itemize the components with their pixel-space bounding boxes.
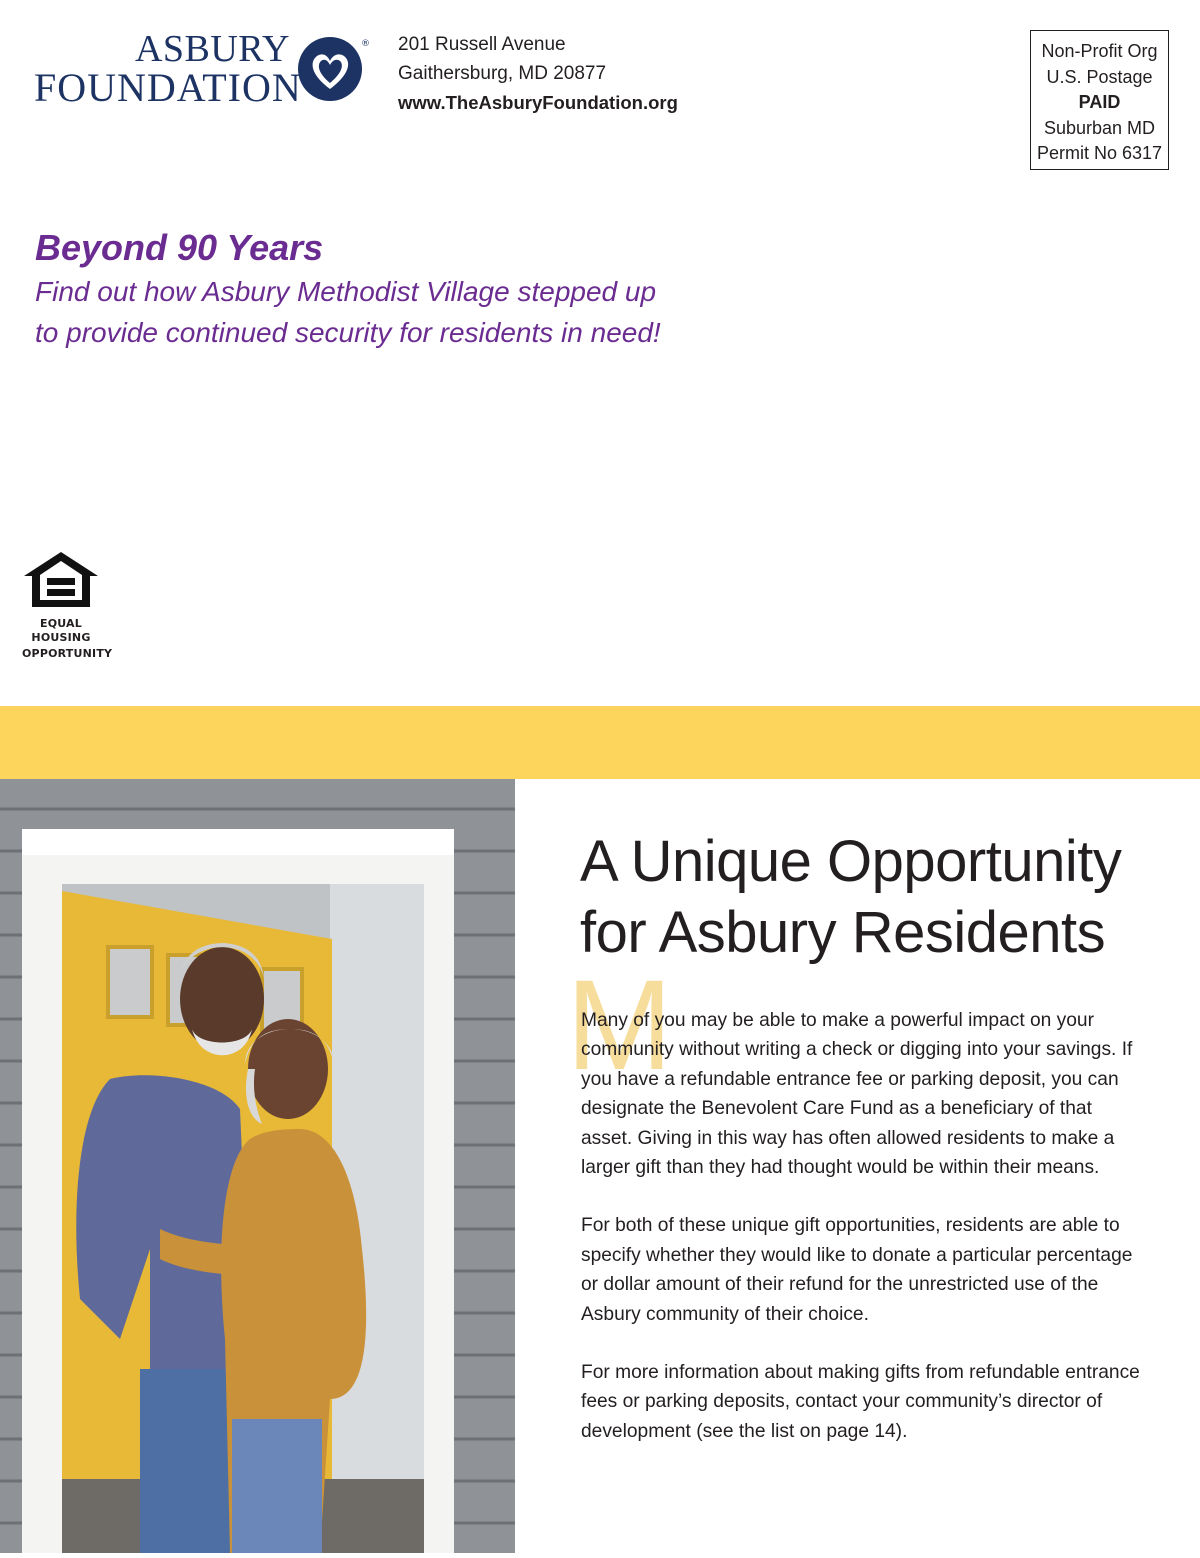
registered-mark: ® [361, 39, 370, 49]
article-paragraph-3: For more information about making gifts from refundable entrance fees or parking deposits, contact your community’s director of development (see the list on page 14). [581, 1362, 1140, 1442]
address-city: Gaithersburg, MD 20877 [398, 63, 607, 84]
address-street: 201 Russell Avenue [398, 34, 566, 55]
equal-housing-house-icon [22, 550, 100, 610]
article-title-line1: A Unique Opportunity [580, 829, 1122, 894]
permit-line-paid: PAID [1078, 92, 1121, 112]
eho-line1: EQUAL HOUSING [31, 617, 91, 644]
website-link[interactable]: www.TheAsburyFoundation.org [398, 92, 678, 113]
yellow-divider-band [0, 706, 1200, 779]
eho-line2: OPPORTUNITY [22, 647, 113, 660]
return-address [398, 30, 678, 117]
postage-permit-box [1030, 30, 1169, 170]
permit-line-number: Permit No 6317 [1036, 143, 1163, 163]
couple-doorway-photo [0, 779, 515, 1553]
teaser-subtitle-line2: to provide continued security for residents in need! [35, 317, 661, 348]
permit-line-org: Non-Profit Org [1041, 41, 1158, 61]
article-body [581, 1006, 1141, 1475]
article-title [580, 826, 1121, 968]
foundation-logo-wordmark [34, 28, 302, 110]
logo-line-foundation: FOUNDATION [34, 65, 302, 110]
teaser-headline [35, 225, 661, 353]
heart-logo-icon [297, 34, 370, 104]
permit-line-postage: U.S. Postage [1046, 66, 1153, 87]
drop-cap-letter: M [566, 954, 673, 1097]
article-paragraph-1: Many of you may be able to make a powerful impact on your community without writing a check or digging into your savings. If you have a refundable entrance fee or parking deposit, you can designate the Benevolent Care Fund as a beneficiary of that asset. Giving in this way has often allowed residents to make a larger gift than they had thought would be within their means. [581, 1010, 1133, 1179]
logo-line-asbury: ASBURY [134, 28, 290, 70]
article-title-line2: for Asbury Residents [580, 900, 1106, 965]
teaser-title: Beyond 90 Years [35, 227, 324, 268]
teaser-subtitle-line1: Find out how Asbury Methodist Village stepped up [35, 276, 657, 307]
permit-line-location: Suburban MD [1043, 117, 1156, 138]
article-paragraph-2: For both of these unique gift opportunities, residents are able to specify whether they would like to donate a particular percentage or dollar amount of their refund for the unrestricted use of the Asbury community of their choice. [581, 1215, 1133, 1325]
equal-housing-logo [22, 550, 113, 661]
